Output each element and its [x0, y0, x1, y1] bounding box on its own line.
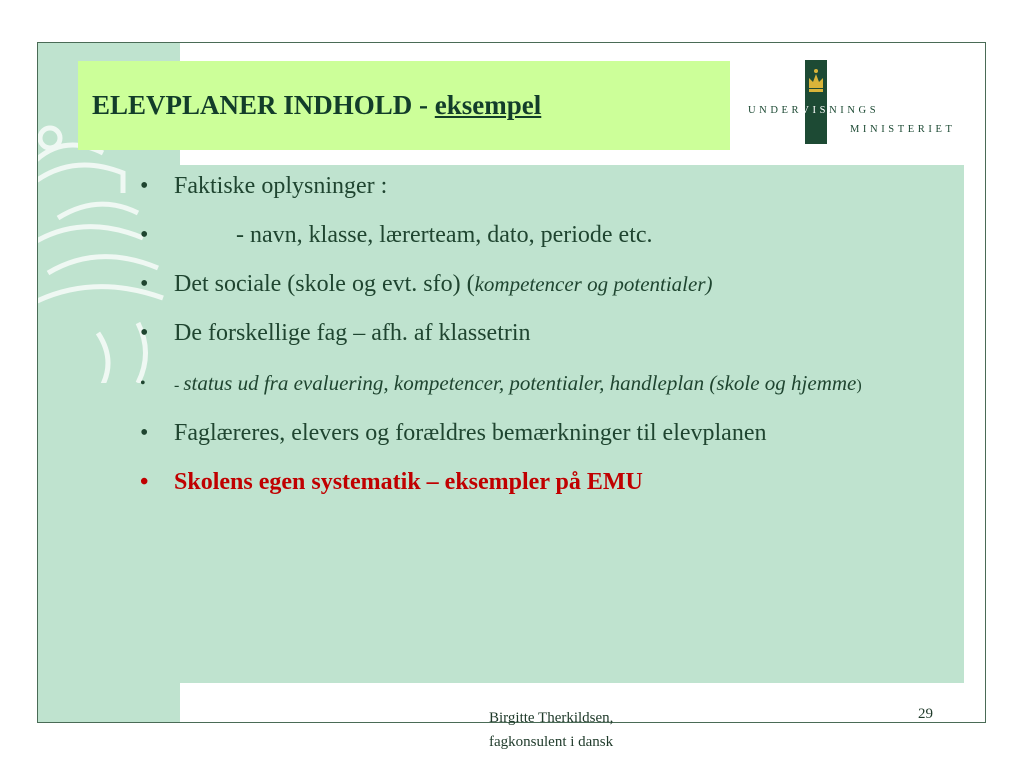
ministry-logo [745, 60, 965, 150]
logo-line-1: UNDERVISNINGS [748, 105, 880, 116]
bullet-item-emu: • Skolens egen systematik – eksempler på EMU [140, 469, 643, 495]
bullet-item: • Faktiske oplysninger : [140, 173, 388, 199]
bullet-item: • De forskellige fag – afh. af klassetrin [140, 320, 531, 346]
logo-line-2: MINISTERIET [850, 124, 956, 135]
page-number: 29 [918, 706, 933, 722]
bullet-item: • - status ud fra evaluering, kompetencer, potentialer, handleplan (skole og hjemme) [140, 371, 862, 395]
slide-title: ELEVPLANER INDHOLD - eksempel [92, 90, 542, 120]
title-box [78, 61, 730, 150]
bullet-item: • Det sociale (skole og evt. sfo) (kompetencer og potentialer) [140, 271, 713, 297]
crown-logo-icon [805, 60, 827, 144]
footer-author: Birgitte Therkildsen, fagkonsulent i dansk [489, 710, 614, 750]
bullet-list [136, 172, 896, 497]
title-link[interactable]: eksempel [434, 90, 542, 120]
bullet-item: • Faglæreres, elevers og forældres bemærkninger til elevplanen [140, 420, 767, 446]
bullet-item: • - navn, klasse, lærerteam, dato, periode etc. [140, 222, 653, 248]
